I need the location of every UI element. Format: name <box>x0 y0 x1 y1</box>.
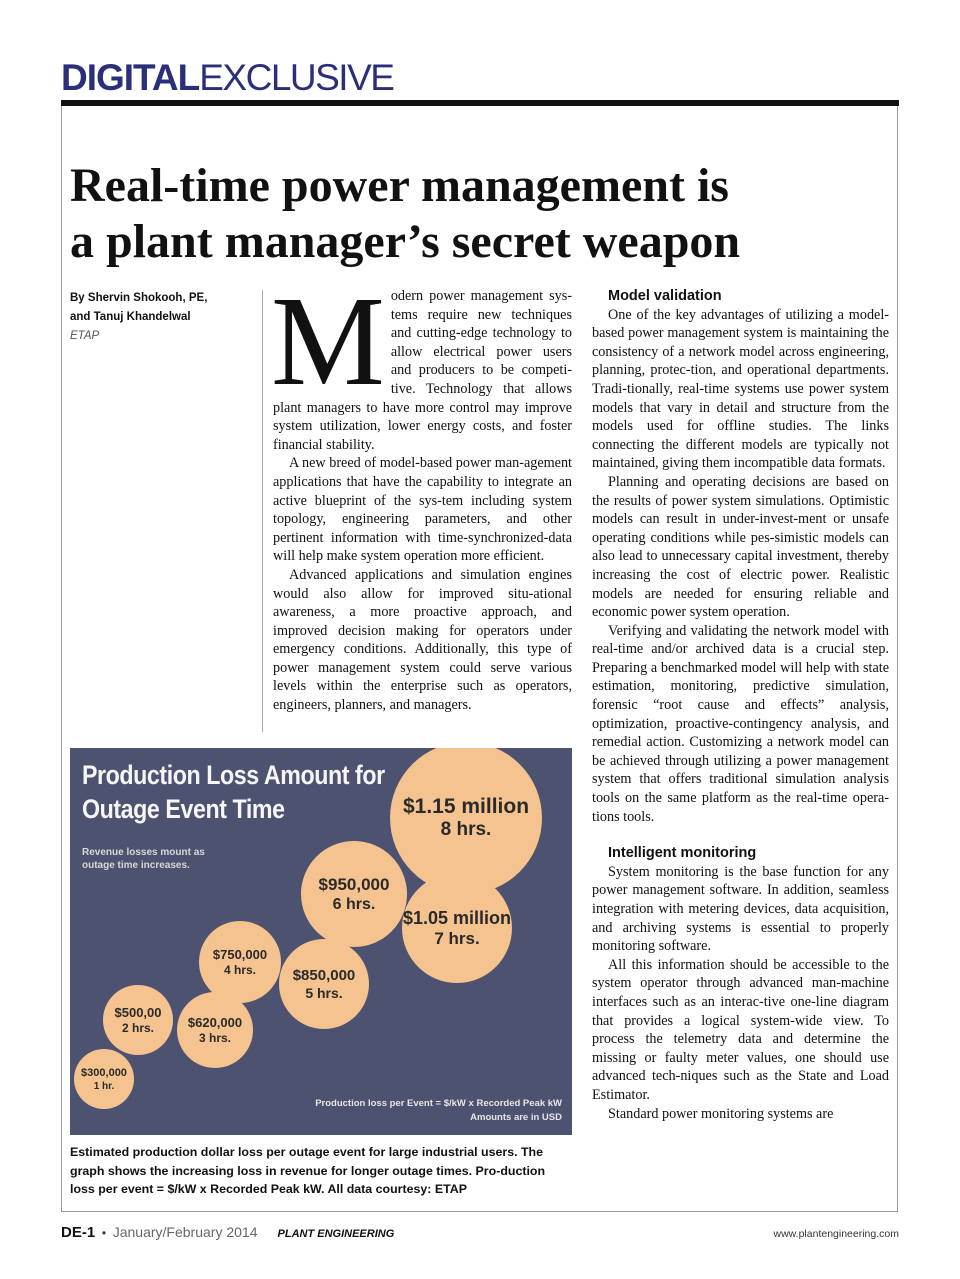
chart-bubble <box>301 841 407 947</box>
bubble-time-label: 8 hrs. <box>440 819 492 840</box>
drop-cap: M <box>271 270 385 412</box>
bubble-time-label: 1 hr. <box>93 1080 115 1092</box>
chart-footnote-line-1: Production loss per Event = $/kW x Recorded Peak kW <box>315 1098 562 1109</box>
chart-subtitle <box>82 846 205 872</box>
chart-subtitle-line-2: outage time increases. <box>82 860 190 871</box>
bubble-time-label: 5 hrs. <box>305 984 343 1001</box>
bubble-amount-label: $850,000 <box>292 966 356 984</box>
author-org: ETAP <box>70 330 100 342</box>
chart-bubble <box>74 1049 134 1109</box>
body-paragraph: System monitoring is the base function for any power management software. In addition, seamless integration with metering devices, data acquisition, and archiving systems is essential to properly monitoring software. <box>592 863 889 955</box>
header-brand-bold: DIGITAL <box>61 57 200 98</box>
chart-title-line-1: Production Loss Amount for <box>82 760 385 790</box>
body-paragraph: A new breed of model-based power man-agement applications that have the capability to integrate an active blueprint of the sys-tem including system topology, engineering parameters, and other pertinent information with time-synchronized-data will help make system operation more efficient. <box>273 455 572 565</box>
bubble-time-label: 6 hrs. <box>332 895 376 913</box>
footer-bullet: • <box>101 1226 107 1240</box>
column-divider <box>262 290 263 732</box>
chart-bubble <box>390 748 542 894</box>
chart-title-line-2: Outage Event Time <box>82 794 285 824</box>
bubble-time-label: 2 hrs. <box>121 1020 154 1035</box>
chart-bubble <box>177 992 253 1068</box>
website-url: www.plantengineering.com <box>773 1228 899 1240</box>
article-title <box>70 158 890 270</box>
header-brand-light: EXCLUSIVE <box>199 57 394 98</box>
byline <box>70 289 207 346</box>
bubble-time-label: 3 hrs. <box>198 1030 231 1045</box>
title-line-1: Real-time power management is <box>70 159 729 212</box>
chart-bubble <box>279 939 369 1029</box>
author-line-2: and Tanuj Khandelwal <box>70 311 191 323</box>
page-number: DE-1 <box>61 1224 96 1241</box>
bubble-amount-label: $300,000 <box>81 1066 127 1079</box>
chart-bubble <box>199 921 281 1003</box>
bubble-amount-label: $950,000 <box>318 874 390 894</box>
body-paragraph: One of the key advantages of utilizing a model-based power management system is maintaining the consistency of a network model across engineering, planning, protec-tion, and operational departments. Tradi-tionally, real-time systems use power system models that vary in detail and structure from the models used for offline studies. The links connecting the different models are typically not maintained, giving them incompatible data formats. <box>592 306 889 472</box>
bubble-amount-label: $620,000 <box>187 1014 243 1030</box>
body-paragraph: Advanced applications and simulation engines would also allow for improved situ-ational awareness, a more proactive approach, and improved decision making for operators under emergency conditions. Additionally, this type of power management system could serve various levels within the enterprise such as operators, engineers, planners, and managers. <box>273 566 572 714</box>
bubble-time-label: 4 hrs. <box>223 962 256 977</box>
figure-caption: Estimated production dollar loss per outage event for large industrial users. The graph shows the increasing loss in revenue for longer outage times. Pro-duction loss per event = $/kW x Recorded Peak kW. All data courtesy: ETAP <box>70 1145 546 1196</box>
section-heading-model-validation: Model validation <box>608 288 722 304</box>
author-line-1: By Shervin Shokooh, PE, <box>70 292 208 304</box>
magazine-name: PLANT ENGINEERING <box>277 1228 395 1240</box>
body-paragraph: Standard power monitoring systems are <box>608 1105 834 1122</box>
bubble-amount-label: $750,000 <box>212 946 268 962</box>
column-2 <box>592 287 889 1123</box>
issue-date: January/February 2014 <box>112 1224 258 1240</box>
production-loss-chart <box>70 748 572 1135</box>
body-paragraph: Planning and operating decisions are based on the results of power system simulations. Optimistic models can result in under-invest-ment or unsafe operating conditions while pes-simistic models can also lead to unnecessary capital investment, thereby increasing the cost of electric power. Realistic models are needed for ensuring reliable and economic power system operation. <box>592 473 889 621</box>
column-1 <box>271 270 572 715</box>
bubble-amount-label: $1.15 million <box>402 795 530 818</box>
chart-subtitle-line-1: Revenue losses mount as <box>82 847 205 858</box>
chart-footnote <box>315 1097 562 1125</box>
body-paragraph: Verifying and validating the network model with real-time and/or archived data is a crucial step. Preparing a benchmarked model will help with state estimation, monitoring, predictive simulation, forensic “root cause and effects” analysis, optimization, proactive-contingency analysis, and remedial action. Customizing a network model can be achieved through utilizing a power management system that offers traditional simulation analysis tools on the same platform as the real-time opera-tions tools. <box>592 622 889 825</box>
body-paragraph: odern power management sys-tems require new techniques and cutting-edge technology to allow electrical power users and producers to be competi-tive. Technology that allows plant managers to have more control may improve system utilization, lower energy costs, and foster financial stability. <box>273 288 572 453</box>
page-footer <box>61 1224 899 1241</box>
section-heading-intelligent-monitoring: Intelligent monitoring <box>608 845 757 862</box>
chart-title <box>82 758 385 826</box>
title-line-2: a plant manager’s secret weapon <box>70 215 741 268</box>
bubble-amount-label: $1.05 million <box>402 907 512 928</box>
chart-bubble <box>103 985 173 1055</box>
chart-footnote-line-2: Amounts are in USD <box>470 1112 562 1123</box>
body-paragraph: All this information should be accessible to the system operator through advanced man-machine interfaces such as an interac-tive one-line diagram that provides a logical system-wide view. To process the telemetry data and determine the missing or faulty meter values, one should use advanced tech-niques such as the State and Load Estimator. <box>592 956 889 1103</box>
section-header <box>61 58 393 98</box>
bubble-time-label: 7 hrs. <box>434 928 480 948</box>
bubble-amount-label: $500,00 <box>114 1004 162 1020</box>
